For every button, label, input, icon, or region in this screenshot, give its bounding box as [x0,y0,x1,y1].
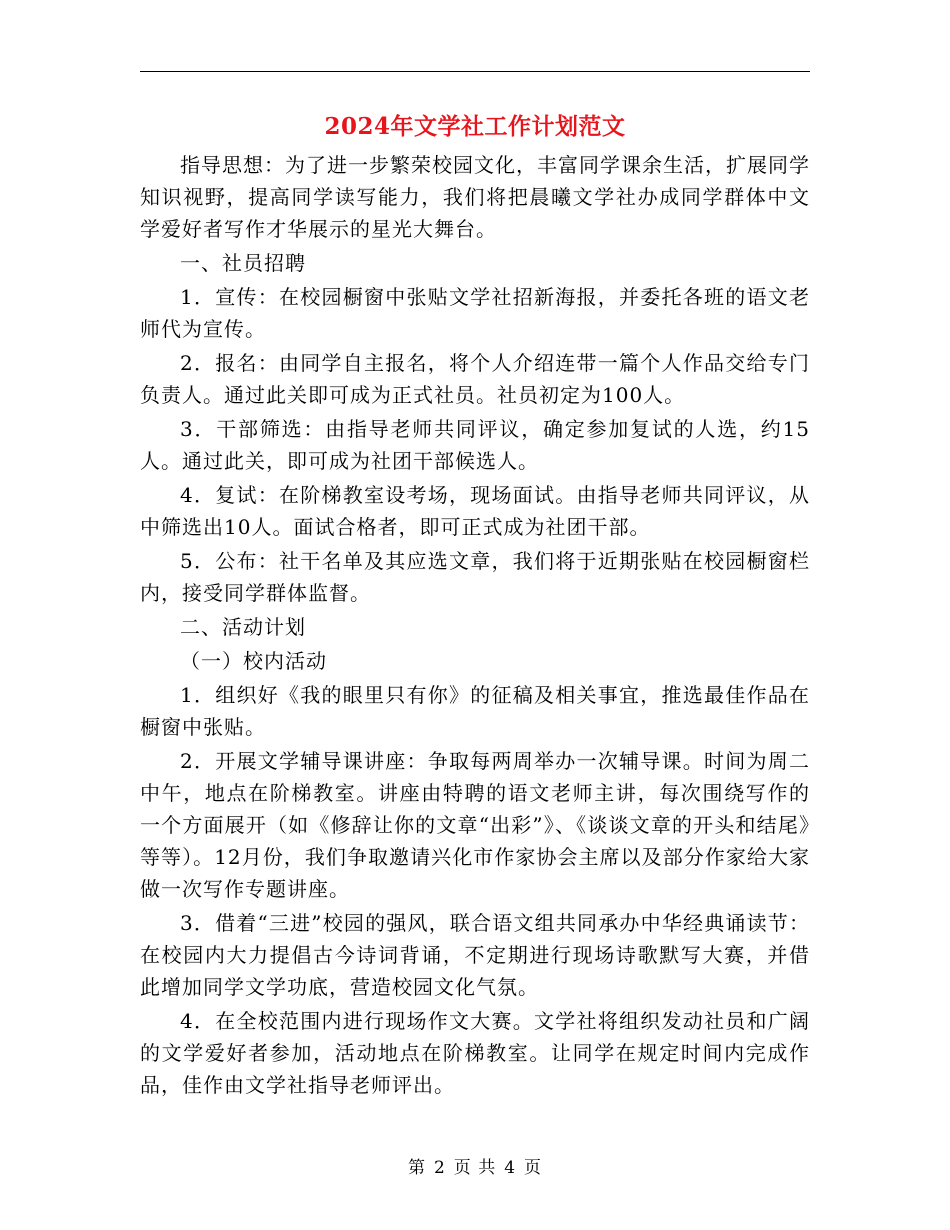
footer-middle: 页 共 [453,1158,497,1178]
section-heading-activity-plan: 二、活动计划 [180,615,306,639]
paragraph-announcement: 5．公布：社干名单及其应选文章，我们将于近期张贴在校园橱窗栏内，接受同学群体监督。 [140,549,810,605]
document-body [140,149,810,1103]
paragraph-guiding-idea: 指导思想：为了进一步繁荣校园文化，丰富同学课余生活，扩展同学知识视野，提高同学读写能力，我们将把晨曦文学社办成同学群体中文学爱好者写作才华展示的星光大舞台。 [140,153,810,241]
footer-prefix: 第 [407,1158,426,1178]
footer-total-pages: 4 [504,1158,517,1178]
paragraph-essay-contest: 4．在全校范围内进行现场作文大赛。文学社将组织发动社员和广阔的文学爱好者参加，活动地点在阶梯教室。让同学在规定时间内完成作品，佳作由文学社指导老师评出。 [140,1009,810,1097]
section-heading-recruitment: 一、社员招聘 [180,251,306,275]
page-footer [140,1153,810,1178]
paragraph-registration: 2．报名：由同学自主报名，将个人介绍连带一篇个人作品交给专门负责人。通过此关即可成为正式社员。社员初定为100人。 [140,351,810,407]
header-rule [140,71,810,72]
paragraph-call-for-papers: 1．组织好《我的眼里只有你》的征稿及相关事宜，推选最佳作品在橱窗中张贴。 [140,683,810,739]
footer-suffix: 页 [524,1158,543,1178]
document-title: 2024年文学社工作计划范文 [324,113,626,140]
paragraph-cadre-screening: 3．干部筛选：由指导老师共同评议，确定参加复试的人选，约15人。通过此关，即可成为社团干部候选人。 [140,417,810,473]
paragraph-publicity: 1．宣传：在校园橱窗中张贴文学社招新海报，并委托各班的语文老师代为宣传。 [140,285,810,341]
subsection-heading-campus-activities: （一）校内活动 [180,649,327,673]
footer-current-page: 2 [433,1158,446,1178]
paragraph-reexamination: 4．复试：在阶梯教室设考场，现场面试。由指导老师共同评议，从中筛选出10人。面试合格者，即可正式成为社团干部。 [140,483,810,539]
paragraph-classics-recitation: 3．借着“三进”校园的强风，联合语文组共同承办中华经典诵读节：在校园内大力提倡古今诗词背诵，不定期进行现场诗歌默写大赛，并借此增加同学文学功底，营造校园文化气氛。 [140,911,810,999]
paragraph-lectures: 2．开展文学辅导课讲座：争取每两周举办一次辅导课。时间为周二中午，地点在阶梯教室。讲座由特聘的语文老师主讲，每次围绕写作的一个方面展开（如《修辞让你的文章“出彩”》、《谈谈文章的开头和结尾》等等）。12月份，我们争取邀请兴化市作家协会主席以及部分作家给大家做一次写作专题讲座。 [140,749,810,901]
